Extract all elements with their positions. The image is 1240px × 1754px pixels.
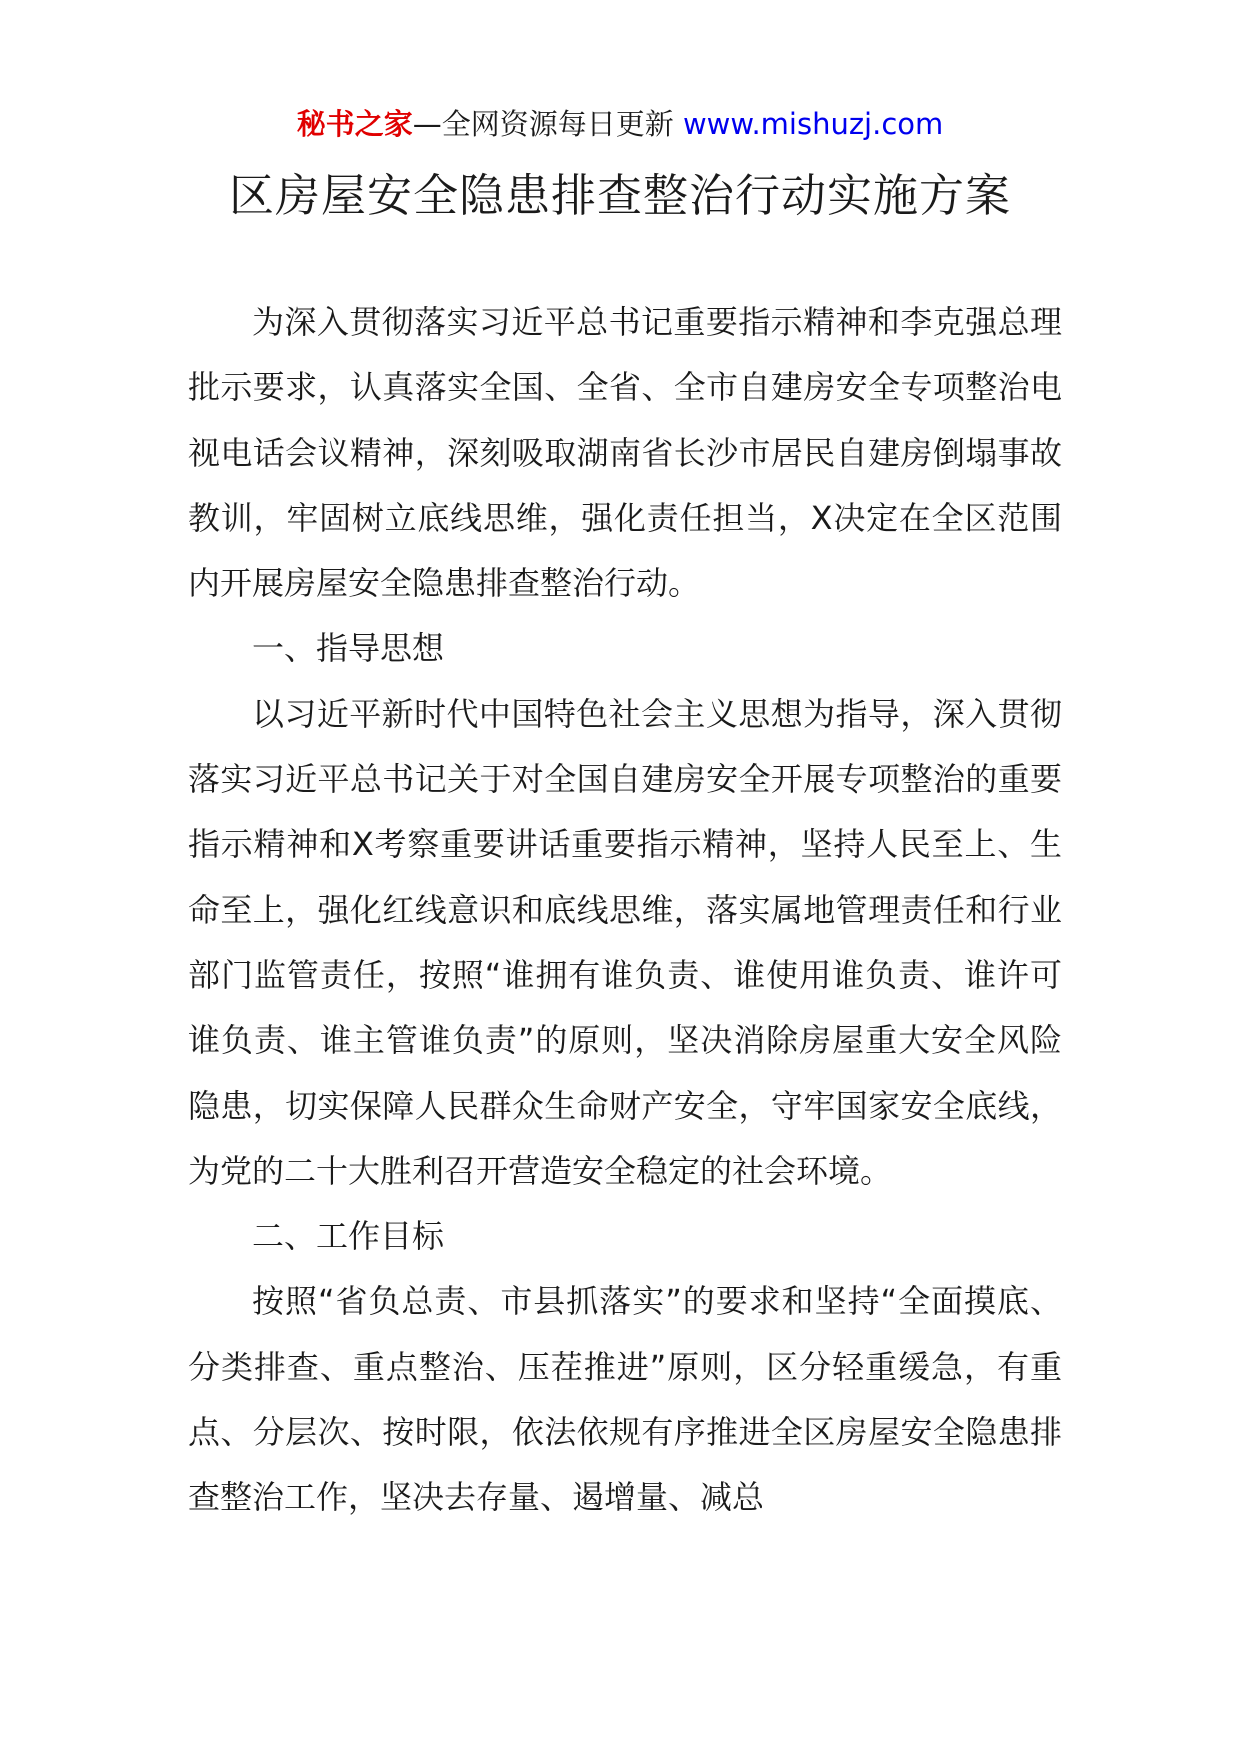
section-heading-guiding-ideology: 一、指导思想 [252, 629, 445, 668]
site-url-link[interactable]: www.mishuzj.com [682, 107, 944, 141]
intro-paragraph: 为深入贯彻落实习近平总书记重要指示精神和李克强总理批示要求，认真落实全国、全省、全市自建房安全专项整治电视电话会议精神，深刻吸取湖南省长沙市居民自建房倒塌事故教训，牢固树立底线思维，强化责任担当，X决定在全区范围内开展房屋安全隐患排查整治行动。 [188, 303, 1062, 603]
section-heading-work-goals: 二、工作目标 [252, 1217, 445, 1256]
brand-name: 秘书之家 [296, 107, 413, 141]
section-paragraph-guiding-ideology: 以习近平新时代中国特色社会主义思想为指导，深入贯彻落实习近平总书记关于对全国自建房安全开展专项整治的重要指示精神和X考察重要讲话重要指示精神，坚持人民至上、生命至上，强化红线意识和底线思维，落实属地管理责任和行业部门监管责任，按照“谁拥有谁负责、谁使用谁负责、谁许可谁负责、谁主管谁负责”的原则，坚决消除房屋重大安全风险隐患，切实保障人民群众生命财产安全，守牢国家安全底线，为党的二十大胜利召开营造安全稳定的社会环境。 [188, 694, 1062, 1190]
section-paragraph-work-goals: 按照“省负总责、市县抓落实”的要求和坚持“全面摸底、分类排查、重点整治、压茬推进”原则，区分轻重缓急，有重点、分层次、按时限，依法依规有序推进全区房屋安全隐患排查整治工作，坚决去存量、遏增量、减总 [188, 1282, 1062, 1517]
header-tagline: —全网资源每日更新 [412, 107, 674, 141]
page-header [0, 104, 1240, 144]
document-body [188, 290, 1062, 1531]
document-title: 区房屋安全隐患排查整治行动实施方案 [228, 169, 1011, 222]
